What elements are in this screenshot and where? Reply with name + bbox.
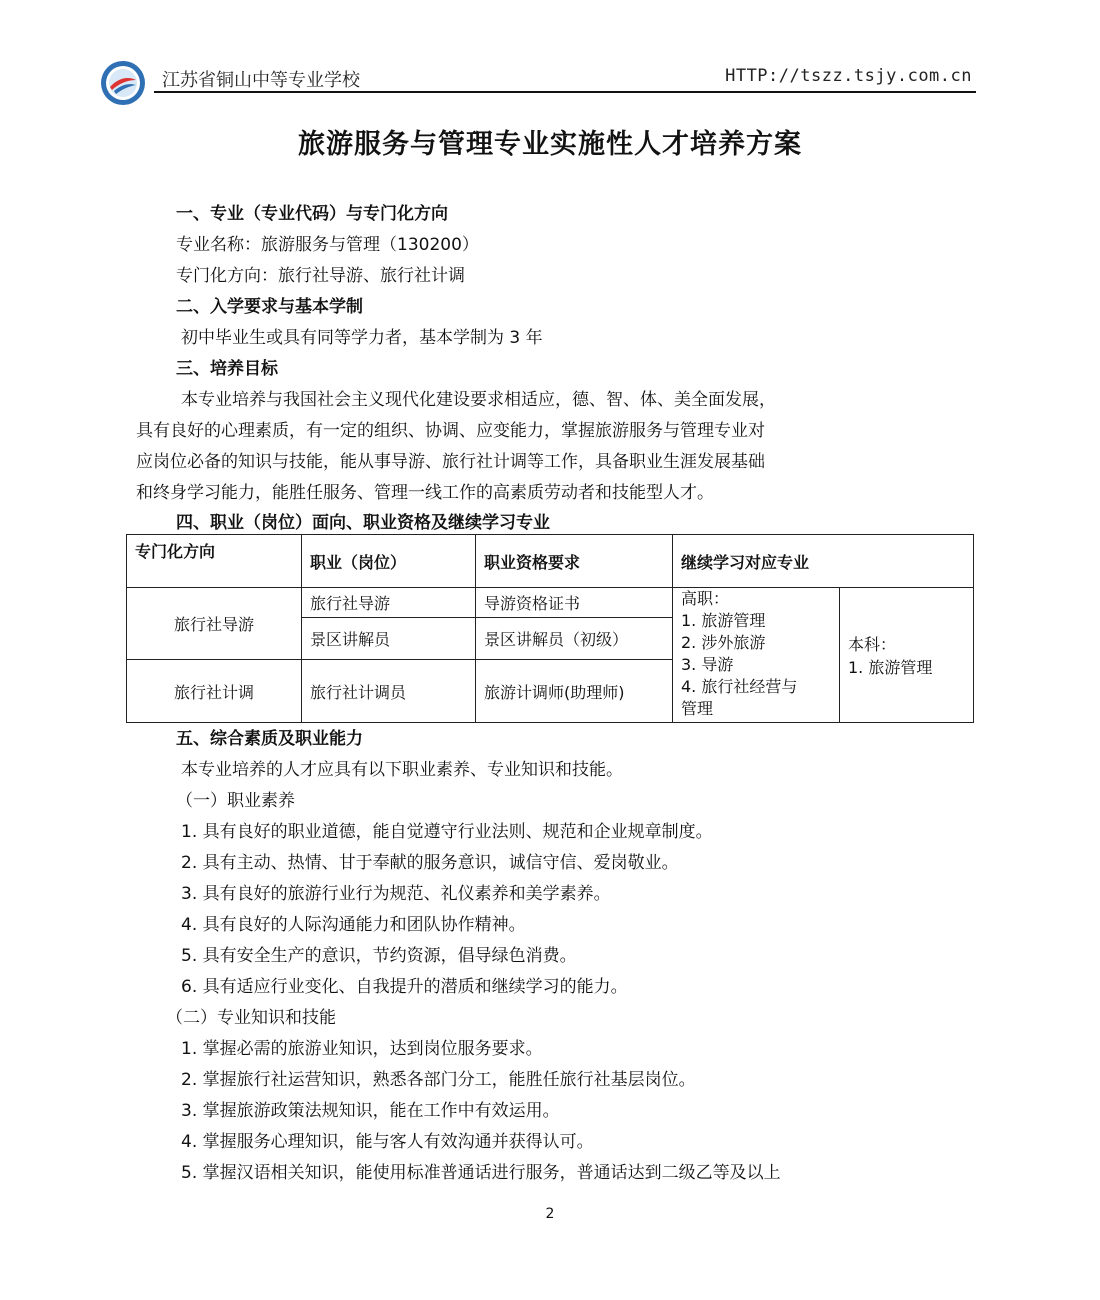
career-table xyxy=(126,534,974,723)
section-2-heading: 二、入学要求与基本学制 xyxy=(176,297,363,317)
school-logo-icon xyxy=(100,60,146,106)
specialization: 专门化方向：旅行社导游、旅行社计调 xyxy=(176,266,465,286)
list-item: 2. 具有主动、热情、甘于奉献的服务意识，诚信守信、爱岗敬业。 xyxy=(181,853,679,873)
table-cell: 景区讲解员（初级） xyxy=(476,618,673,660)
higher-vocational-cell xyxy=(673,588,840,723)
list-item: 5. 具有安全生产的意识，节约资源，倡导绿色消费。 xyxy=(181,946,577,966)
table-cell: 旅行社导游 xyxy=(302,588,476,618)
list-item: 5. 掌握汉语相关知识，能使用标准普通话进行服务，普通话达到二级乙等及以上 xyxy=(181,1163,781,1183)
section-1-heading: 一、专业（专业代码）与专门化方向 xyxy=(176,204,448,224)
list-item: 6. 具有适应行业变化、自我提升的潜质和继续学习的能力。 xyxy=(181,977,628,997)
table-header-cell: 职业（岗位） xyxy=(302,535,476,588)
table-cell: 景区讲解员 xyxy=(302,618,476,660)
document-title: 旅游服务与管理专业实施性人才培养方案 xyxy=(298,129,802,160)
subsection-heading: （二）专业知识和技能 xyxy=(166,1008,336,1028)
table-cell-line: 2. 涉外旅游 xyxy=(681,633,766,652)
table-cell: 旅行社计调 xyxy=(127,660,302,723)
table-cell: 旅行社计调员 xyxy=(302,660,476,723)
list-item: 1. 具有良好的职业道德，能自觉遵守行业法则、规范和企业规章制度。 xyxy=(181,822,713,842)
list-item: 4. 掌握服务心理知识，能与客人有效沟通并获得认可。 xyxy=(181,1132,594,1152)
table-cell: 旅行社导游 xyxy=(127,588,302,660)
list-item: 2. 掌握旅行社运营知识，熟悉各部门分工，能胜任旅行社基层岗位。 xyxy=(181,1070,696,1090)
section-4-heading: 四、职业（岗位）面向、职业资格及继续学习专业 xyxy=(176,513,550,533)
subsection-heading: （一）职业素养 xyxy=(176,791,295,811)
goal-paragraph-line: 具有良好的心理素质，有一定的组织、协调、应变能力，掌握旅游服务与管理专业对 xyxy=(136,421,765,441)
table-cell-line: 管理 xyxy=(681,699,714,718)
admission-text: 初中毕业生或具有同等学力者，基本学制为 3 年 xyxy=(181,328,543,348)
table-header-cell: 职业资格要求 xyxy=(476,535,673,588)
table-cell-line: 3. 导游 xyxy=(681,655,734,674)
school-url[interactable]: HTTP://tszz.tsjy.com.cn xyxy=(725,66,972,86)
list-item: 3. 具有良好的旅游行业行为规范、礼仪素养和美学素养。 xyxy=(181,884,611,904)
section-3-heading: 三、培养目标 xyxy=(176,359,278,379)
goal-paragraph-line: 应岗位必备的知识与技能，能从事导游、旅行社计调等工作，具备职业生涯发展基础 xyxy=(136,452,765,472)
table-header-cell: 继续学习对应专业 xyxy=(673,535,974,588)
undergraduate-cell xyxy=(840,588,974,723)
page-number: 2 xyxy=(545,1206,555,1222)
section-5-intro: 本专业培养的人才应具有以下职业素养、专业知识和技能。 xyxy=(181,760,623,780)
section-5-heading: 五、综合素质及职业能力 xyxy=(176,729,363,749)
goal-paragraph-line: 本专业培养与我国社会主义现代化建设要求相适应，德、智、体、美全面发展， xyxy=(181,390,776,410)
major-name: 专业名称：旅游服务与管理（130200） xyxy=(176,235,479,255)
table-cell-line: 1. 旅游管理 xyxy=(848,658,933,677)
table-cell-line: 4. 旅行社经营与 xyxy=(681,677,798,696)
school-name: 江苏省铜山中等专业学校 xyxy=(162,70,360,91)
table-cell: 旅游计调师(助理师) xyxy=(476,660,673,723)
list-item: 3. 掌握旅游政策法规知识，能在工作中有效运用。 xyxy=(181,1101,560,1121)
table-row xyxy=(127,588,974,618)
table-cell-line: 本科： xyxy=(848,635,897,654)
table-cell-line: 1. 旅游管理 xyxy=(681,611,766,630)
goal-paragraph-line: 和终身学习能力，能胜任服务、管理一线工作的高素质劳动者和技能型人才。 xyxy=(136,483,714,503)
table-cell: 导游资格证书 xyxy=(476,588,673,618)
table-header-row xyxy=(127,535,974,588)
list-item: 1. 掌握必需的旅游业知识，达到岗位服务要求。 xyxy=(181,1039,543,1059)
table-header-cell: 专门化方向 xyxy=(127,535,302,588)
header-divider xyxy=(154,91,976,93)
table-cell-line: 高职： xyxy=(681,589,730,608)
list-item: 4. 具有良好的人际沟通能力和团队协作精神。 xyxy=(181,915,526,935)
